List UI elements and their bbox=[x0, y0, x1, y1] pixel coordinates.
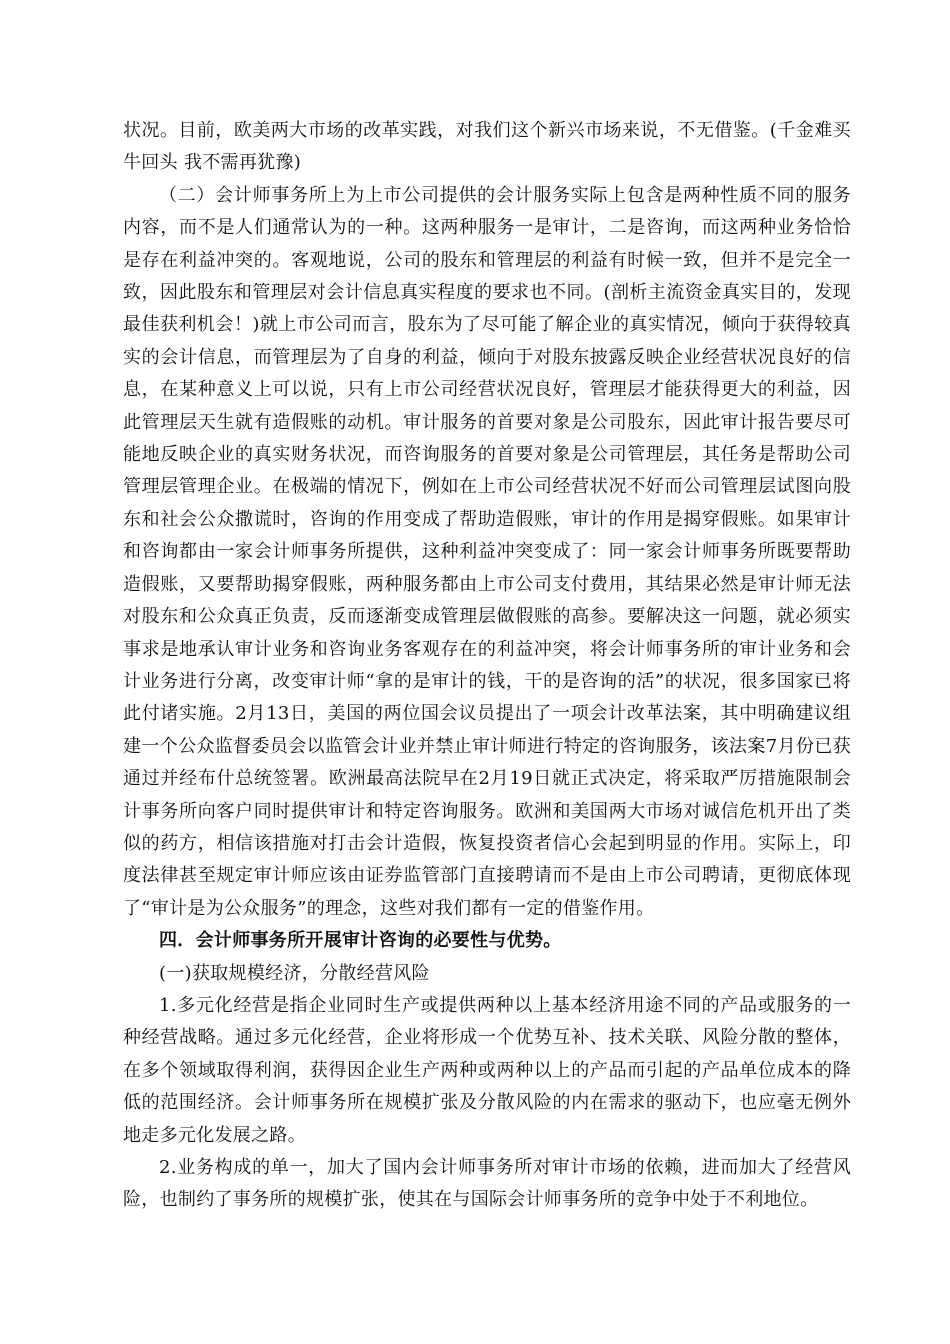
subsection-heading-one: (一)获取规模经济，分散经营风险 bbox=[159, 962, 430, 984]
section-heading-four: 四．会计师事务所开展审计咨询的必要性与优势。 bbox=[159, 930, 562, 952]
paragraph-item-two: 2.业务构成的单一，加大了国内会计师事务所对审计市场的依赖，进而加大了经营风险，也制约了事务所的规模扩张，使其在与国际会计师事务所的竞争中处于不利地位。 bbox=[123, 1157, 851, 1211]
paragraph-item-one: 1.多元化经营是指企业同时生产或提供两种以上基本经济用途不同的产品或服务的一种经营战略。通过多元化经营，企业将形成一个优势互补、技术关联、风险分散的整体，在多个领域取得利润，获得因企业生产两种或两种以上的产品而引起的产品单位成本的降低的范围经济。会计师事务所在规模扩张及分散风险的内在需求的驱动下，也应毫无例外地走多元化发展之路。 bbox=[123, 994, 851, 1146]
paragraph-continuation: 状况。目前，欧美两大市场的改革实践，对我们这个新兴市场来说，不无借鉴。(千金难买牛回头 我不需再犹豫) bbox=[123, 120, 851, 174]
document-page bbox=[123, 115, 851, 1217]
paragraph-section-two: （二）会计师事务所上为上市公司提供的会计服务实际上包含是两种性质不同的服务内容，而不是人们通常认为的一种。这两种服务一是审计，二是咨询，而这两种业务恰恰是存在利益冲突的。客观地说，公司的股东和管理层的利益有时候一致，但并不是完全一致，因此股东和管理层对会计信息真实程度的要求也不同。(剖析主流资金真实目的，发现最佳获利机会！)就上市公司而言，股东为了尽可能了解企业的真实情况，倾向于获得较真实的会计信息，而管理层为了自身的利益，倾向于对股东披露反映企业经营状况良好的信息，在某种意义上可以说，只有上市公司经营状况良好，管理层才能获得更大的利益，因此管理层天生就有造假账的动机。审计服务的首要对象是公司股东，因此审计报告要尽可能地反映企业的真实财务状况，而咨询服务的首要对象是公司管理层，其任务是帮助公司管理层管理企业。在极端的情况下，例如在上市公司经营状况不好而公司管理层试图向股东和社会公众撒谎时，咨询的作用变成了帮助造假账，审计的作用是揭穿假账。如果审计和咨询都由一家会计师事务所提供，这种利益冲突变成了：同一家会计师事务所既要帮助造假账，又要帮助揭穿假账，两种服务都由上市公司支付费用，其结果必然是审计师无法对股东和公众真正负责，反而逐渐变成管理层做假账的高参。要解决这一问题，就必须实事求是地承认审计业务和咨询业务客观存在的利益冲突，将会计师事务所的审计业务和会计业务进行分离，改变审计师“拿的是审计的钱，干的是咨询的活”的状况，很多国家已将此付诸实施。2月13日，美国的两位国会议员提出了一项会计改革法案，其中明确建议组建一个公众监督委员会以监管会计业并禁止审计师进行特定的咨询服务，该法案7月份已获通过并经布什总统签署。欧洲最高法院早在2月19日就正式决定，将采取严厉措施限制会计事务所向客户同时提供审计和特定咨询服务。欧洲和美国两大市场对诚信危机开出了类似的药方，相信该措施对打击会计造假，恢复投资者信心会起到明显的作用。实际上，印度法律甚至规定审计师应该由证券监管部门直接聘请而不是由上市公司聘请，更彻底体现了“审计是为公众服务”的理念，这些对我们都有一定的借鉴作用。 bbox=[123, 184, 851, 919]
